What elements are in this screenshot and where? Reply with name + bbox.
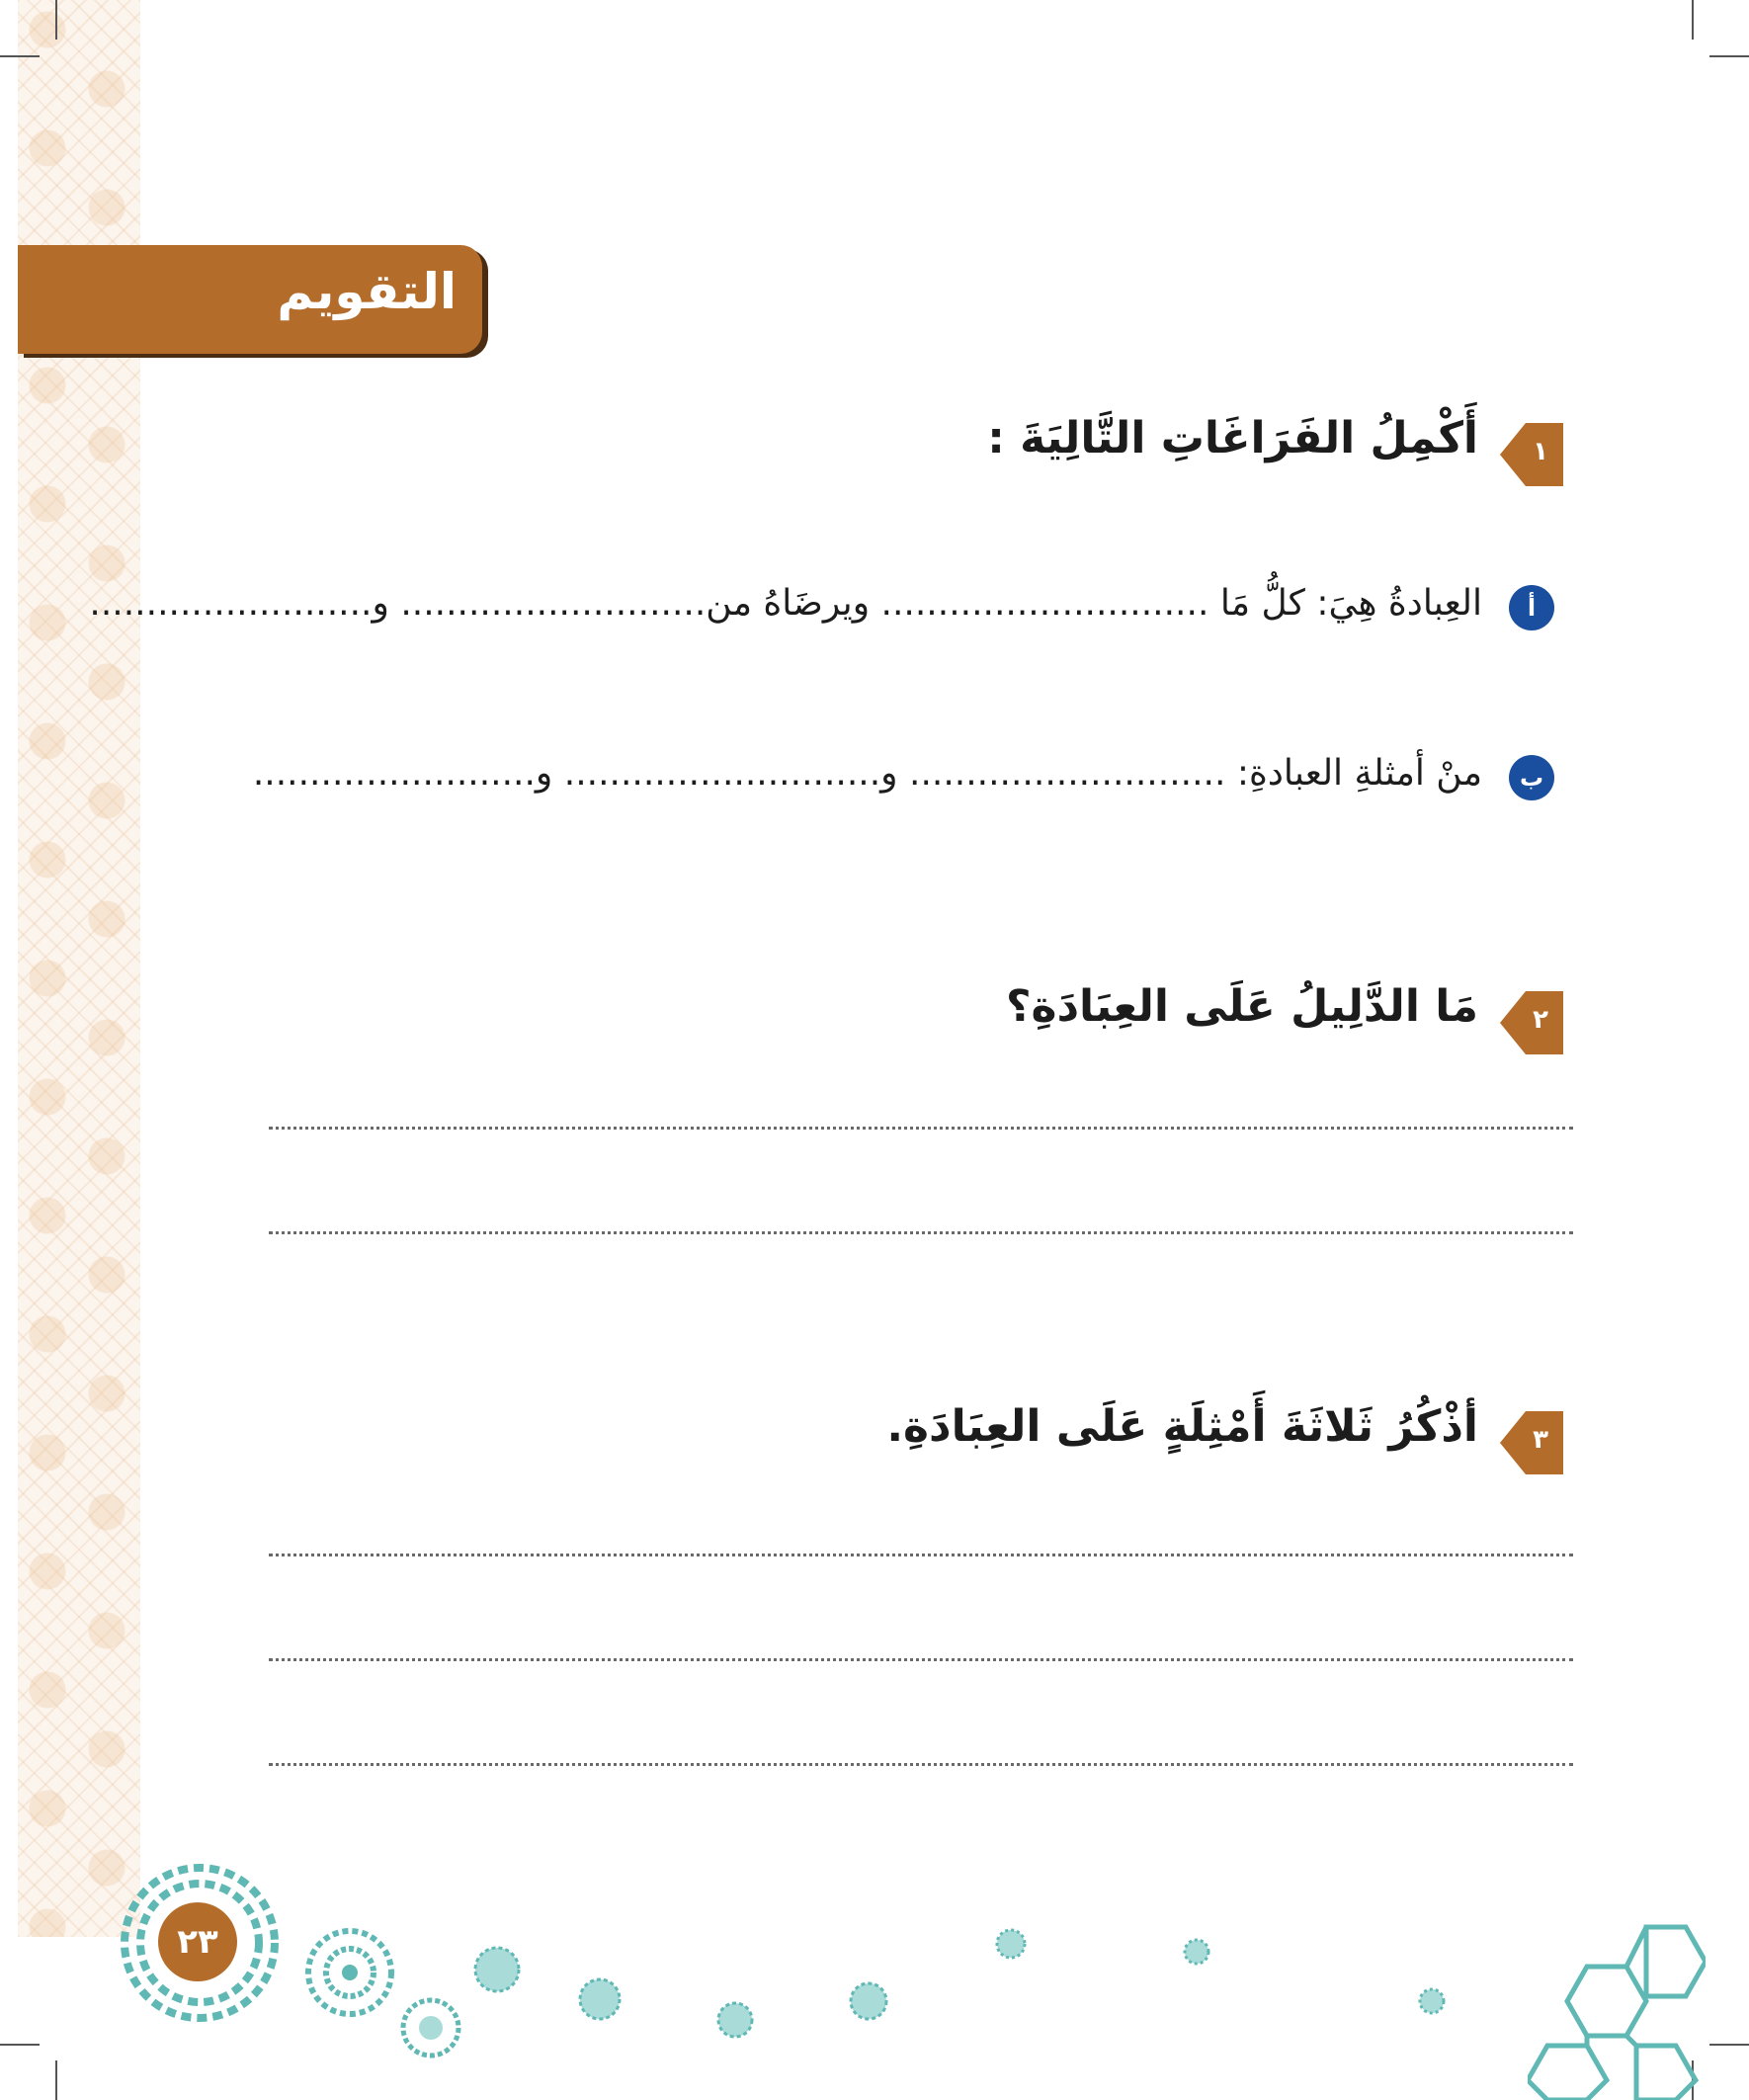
rosette-icon [302, 1925, 397, 2020]
question-number: ٣ [1533, 1425, 1548, 1455]
page-number: ٢٣ [158, 1902, 237, 1981]
question-number-marker [1500, 991, 1563, 1054]
rosette-decoration [715, 2000, 755, 2040]
answer-line[interactable] [269, 1231, 1573, 1234]
question-text: مَا الدَّلِيلُ عَلَى العِبَادَةِ؟ [1005, 981, 1478, 1032]
rosette-icon [399, 1996, 462, 2059]
section-title: التقويم [277, 263, 457, 320]
crop-mark [55, 2060, 57, 2100]
question-text: أَكْمِلُ الفَرَاغَاتِ التَّالِيَةَ : [987, 413, 1478, 463]
rosette-icon [848, 1980, 889, 2022]
fill-in-sentence: العِبادةُ هِيَ: كلُّ مَا ............................. ويرضَاهُ من........................... و......................... [89, 583, 1482, 624]
crop-mark [1709, 55, 1749, 57]
fill-in-sentence: منْ أمثلةِ العبادةِ: ............................ و............................ و......................... [252, 753, 1482, 794]
rosette-decoration [848, 1980, 889, 2022]
rosette-icon [1182, 1937, 1211, 1967]
rosette-decoration [302, 1925, 397, 2020]
sub-question-badge: أ [1509, 585, 1554, 630]
question-number-marker [1500, 423, 1563, 486]
crop-mark [0, 55, 40, 57]
section-header [18, 245, 482, 354]
rosette-decoration [1182, 1937, 1211, 1967]
rosette-icon [472, 1945, 522, 1994]
question-number: ٢ [1533, 1005, 1548, 1035]
rosette-decoration [577, 1976, 623, 2022]
answer-line[interactable] [269, 1127, 1573, 1130]
question-number: ١ [1533, 437, 1548, 466]
answer-line[interactable] [269, 1658, 1573, 1661]
rosette-icon [715, 2000, 755, 2040]
crop-mark [1709, 2044, 1749, 2046]
rosette-icon [1417, 1986, 1447, 2016]
crop-mark [0, 2044, 40, 2046]
question-text: أذْكُرُ ثَلاثَةَ أَمْثِلَةٍ عَلَى العِبَادَةِ. [886, 1401, 1478, 1452]
rosette-icon [577, 1976, 623, 2022]
answer-line[interactable] [269, 1554, 1573, 1556]
rosette-decoration [1417, 1986, 1447, 2016]
geometric-pattern-icon [1528, 1897, 1706, 2100]
rosette-decoration [472, 1945, 522, 1994]
sub-question-badge: ب [1509, 755, 1554, 800]
answer-line[interactable] [269, 1763, 1573, 1766]
question-number-marker [1500, 1411, 1563, 1474]
crop-mark [1692, 0, 1694, 40]
rosette-decoration [994, 1927, 1028, 1961]
rosette-icon [994, 1927, 1028, 1961]
rosette-decoration [399, 1996, 462, 2059]
crop-mark [55, 0, 57, 40]
geometric-corner-ornament [1528, 1897, 1706, 2100]
